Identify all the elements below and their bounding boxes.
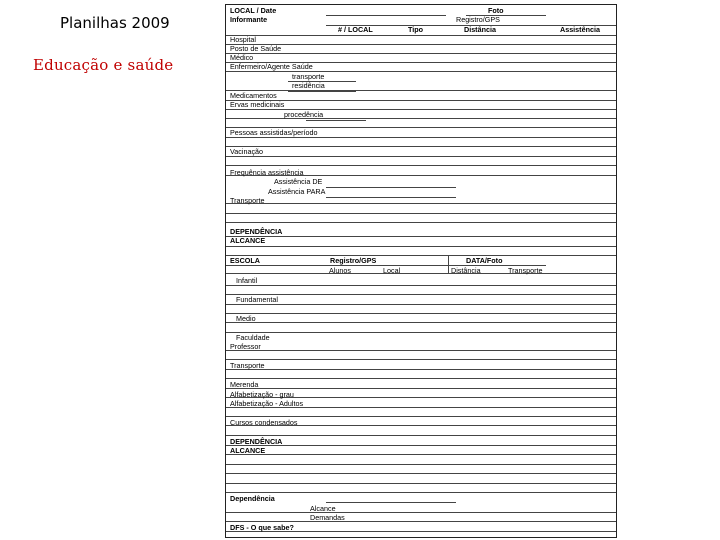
medico-label: Médico: [230, 53, 254, 62]
ruled-line: [226, 255, 616, 256]
ruled-line: [226, 492, 616, 493]
procedencia-label: procedência: [284, 110, 324, 119]
ruled-line: [226, 313, 616, 314]
ervas-label: Ervas medicinais: [230, 100, 285, 109]
ruled-line: [226, 350, 616, 351]
assistencia-header: Assistência: [560, 25, 600, 34]
ruled-line: [226, 521, 616, 522]
ruled-line: [288, 91, 356, 92]
ruled-line: [226, 454, 616, 455]
escola-label: ESCOLA: [230, 256, 260, 265]
school-distancia-label: Distância: [451, 266, 481, 275]
ruled-line: [226, 53, 616, 54]
ruled-line: [226, 71, 616, 72]
ruled-line: [226, 236, 616, 237]
ruled-line: [226, 332, 616, 333]
alfabetizacao-adultos-label: Alfabetização - Adultos: [230, 399, 304, 408]
ruled-line: [226, 156, 616, 157]
assistencia-para-label: Assistência PARA: [268, 187, 326, 196]
assistencia-de-label: Assistência DE: [274, 177, 323, 186]
ruled-line: [226, 388, 616, 389]
data-foto-label: DATA/Foto: [466, 256, 503, 265]
school-local-label: Local: [383, 266, 401, 275]
ruled-line: [226, 445, 616, 446]
merenda-label: Merenda: [230, 380, 259, 389]
ruled-line: [226, 35, 616, 36]
ruled-line: [226, 435, 616, 436]
slide-title: Planilhas 2009: [60, 14, 170, 32]
infantil-label: Infantil: [236, 276, 258, 285]
ruled-line: [306, 120, 366, 121]
ruled-line: [226, 203, 616, 204]
posto-saude-label: Posto de Saúde: [230, 44, 282, 53]
slide-subtitle: Educação e saúde: [33, 56, 174, 74]
ruled-line: [226, 294, 616, 295]
ruled-line: [226, 90, 616, 91]
ruled-line: [326, 197, 456, 198]
fundamental-label: Fundamental: [236, 295, 278, 304]
cursos-condensados-label: Cursos condensados: [230, 418, 298, 427]
vacinacao-label: Vacinação: [230, 147, 264, 156]
tipo-header: Tipo: [408, 25, 424, 34]
school-registro-gps-label: Registro/GPS: [330, 256, 377, 265]
ruled-line: [326, 15, 446, 16]
alcance-footer-label: Alcance: [310, 504, 336, 513]
alcance-school-label: ALCANCE: [230, 446, 266, 455]
ruled-line: [226, 483, 616, 484]
foto-label: Foto: [488, 6, 504, 15]
ruled-line: [226, 146, 616, 147]
ruled-line: [226, 165, 616, 166]
alcance-health-label: ALCANCE: [230, 236, 266, 245]
school-transporte-label: Transporte: [508, 266, 543, 275]
ruled-line: [226, 512, 616, 513]
ruled-divider: [448, 255, 449, 273]
ruled-line: [226, 359, 616, 360]
residencia-label: residência: [292, 81, 325, 90]
ruled-line: [226, 137, 616, 138]
ruled-line: [226, 44, 616, 45]
ruled-line: [226, 416, 616, 417]
transporte-school-label: Transporte: [230, 361, 265, 370]
dfs-label: DFS - O que sabe?: [230, 523, 294, 532]
pessoas-assistidas-label: Pessoas assistidas/período: [230, 128, 318, 137]
ruled-line: [226, 369, 616, 370]
alfabetizacao-grau-label: Alfabetização - grau: [230, 390, 294, 399]
hospital-label: Hospital: [230, 35, 256, 44]
professor-label: Professor: [230, 342, 261, 351]
survey-form: [225, 4, 617, 538]
dependencia-school-label: DEPENDÊNCIA: [230, 437, 283, 446]
informante-label: Informante: [230, 15, 268, 24]
demandas-label: Demandas: [310, 513, 345, 522]
medicamentos-label: Medicamentos: [230, 91, 277, 100]
ruled-line: [226, 473, 616, 474]
transporte-label: transporte: [292, 72, 325, 81]
ruled-line: [226, 304, 616, 305]
ruled-line: [226, 378, 616, 379]
ruled-line: [226, 322, 616, 323]
ruled-line: [226, 213, 616, 214]
ruled-line: [226, 273, 616, 274]
ruled-line: [226, 100, 616, 101]
ruled-line: [226, 222, 616, 223]
transporte-health-label: Transporte: [230, 196, 265, 205]
enfermeiro-label: Enfermeiro/Agente Saúde: [230, 62, 313, 71]
alunos-label: Alunos: [329, 266, 351, 275]
ruled-line: [226, 285, 616, 286]
ruled-line: [226, 246, 616, 247]
distancia-header: Distância: [464, 25, 496, 34]
dependencia-footer-label: Dependência: [230, 494, 275, 503]
ruled-line: [326, 502, 456, 503]
local-date-label: LOCAL / Date: [230, 6, 277, 15]
header-registro-gps-label: Registro/GPS: [456, 15, 500, 24]
faculdade-label: Faculdade: [236, 333, 270, 342]
dependencia-health-label: DEPENDÊNCIA: [230, 227, 283, 236]
frequencia-label: Frequência assistência: [230, 168, 304, 177]
ruled-line: [326, 187, 456, 188]
medio-label: Medio: [236, 314, 256, 323]
ruled-line: [226, 464, 616, 465]
num-local-header: # / LOCAL: [338, 25, 373, 34]
